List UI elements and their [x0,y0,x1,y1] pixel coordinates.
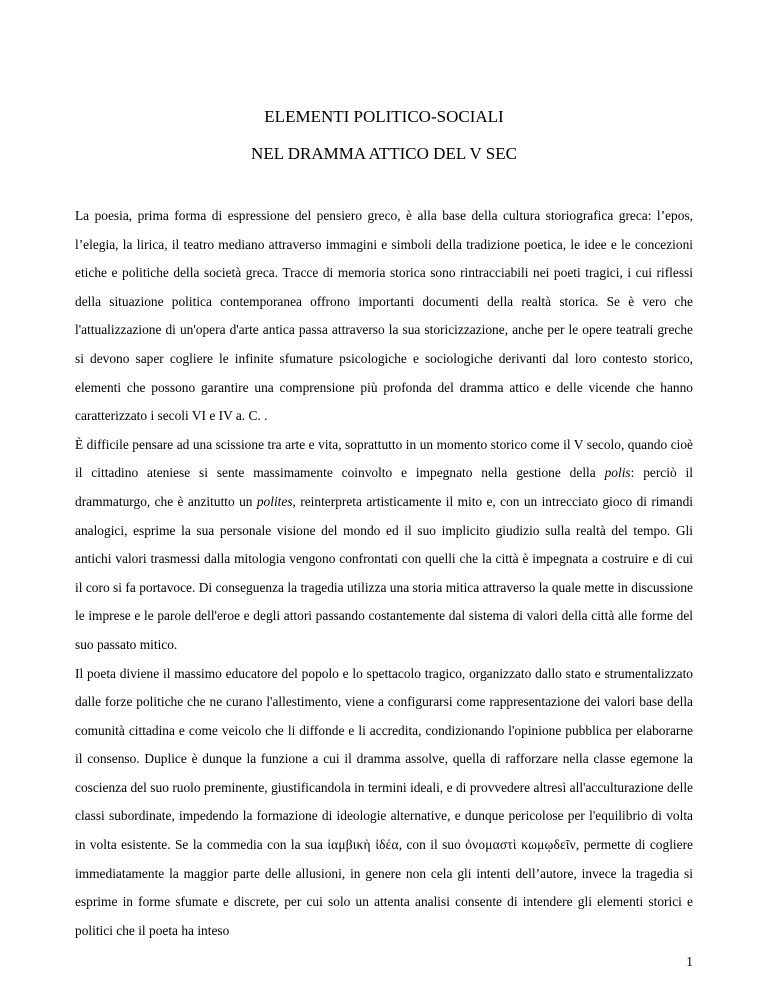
paragraph-1: La poesia, prima forma di espressione del pensiero greco, è alla base della cultura storiografica greca: l’epos, l’elegia, la lirica, il teatro mediano attraverso immagini e simboli della tradizione poetica, le idee e le concezioni etiche e politiche della società greca. Tracce di memoria storica sono rintracciabili nei poeti tragici, i cui riflessi della situazione politica contemporanea offrono importanti documenti della realtà storica. Se è vero che l'attualizzazione di un'opera d'arte antica passa attraverso la sua storicizzazione, anche per le opere teatrali greche si devono saper cogliere le infinite sfumature psicologiche e sociologiche derivanti dal loro contesto storico, elementi che possono garantire una comprensione più profonda del dramma attico e delle vicende che hanno caratterizzato i secoli VI e IV a. C. . [75,208,693,424]
paragraph-2 [75,431,693,660]
document-body [75,202,693,945]
paragraph-3-text-b: , con il suo [398,837,466,853]
greek-term-onomasti-komodein: ὀνομαστὶ κωμῳδεῖν [465,837,576,853]
italic-term-polis: polis [604,465,631,481]
paragraph-3-text-c: , permette di cogliere immediatamente la maggior parte delle allusioni, in genere non cela gli intenti dell’autore, invece la tragedia si esprime in forme sfumate e discrete, per cui solo un attenta analisi consente di intendere gli elementi storici e politici che il poeta ha inteso [75,837,693,938]
title-line-2: NEL DRAMMA ATTICO DEL V SEC [251,144,517,163]
document-title [75,98,693,172]
greek-term-iambike-idea: ἰαμβικὴ ἰδέα [327,837,399,853]
paragraph-2-text-b: : perciò il drammaturgo, che è anzitutto un [75,465,693,509]
paragraph-3 [75,660,693,946]
paragraph-2-text-c: , reinterpreta artisticamente il mito e, con un intrecciato gioco di rimandi analogici, esprime la sua personale visione del mondo ed il suo implicito giudizio sulla realtà del tempo. Gli antichi valori trasmessi dalla mitologia vengono confrontati con quelli che la città è impegnata a costruire e di cui il coro si fa portavoce. Di conseguenza la tragedia utilizza una storia mitica attraverso la quale mette in discussione le imprese e le parole dell'eroe e degli attori passando costantemente dal sistema di valori della città alle forme del suo passato mitico. [75,493,693,652]
paragraph-3-text-a: Il poeta diviene il massimo educatore del popolo e lo spettacolo tragico, organizzato dallo stato e strumentalizzato dalle forze politiche che ne curano l'allestimento, viene a configurarsi come rappresentazione dei valori base della comunità cittadina e come veicolo che li diffonde e li accredita, condizionando l'opinione pubblica per elaborarne il consenso. Duplice è dunque la funzione a cui il dramma assolve, quella di rafforzare nella classe egemone la coscienza del suo ruolo preminente, giustificandola in termini ideali, e di provvedere altresì all'acculturazione delle classi subordinate, impedendo la formazione di ideologie alternative, e dunque pericolose per l'equilibrio di volta in volta esistente. Se la commedia con la sua [75,665,693,853]
paragraph-2-text-a: È difficile pensare ad una scissione tra arte e vita, soprattutto in un momento storico come il V secolo, quando cioè il cittadino ateniese si sente massimamente coinvolto e impegnato nella gestione della [75,436,693,481]
italic-term-polites: polites [256,493,293,509]
title-line-1: ELEMENTI POLITICO-SOCIALI [264,107,504,126]
page-number: 1 [686,954,693,969]
